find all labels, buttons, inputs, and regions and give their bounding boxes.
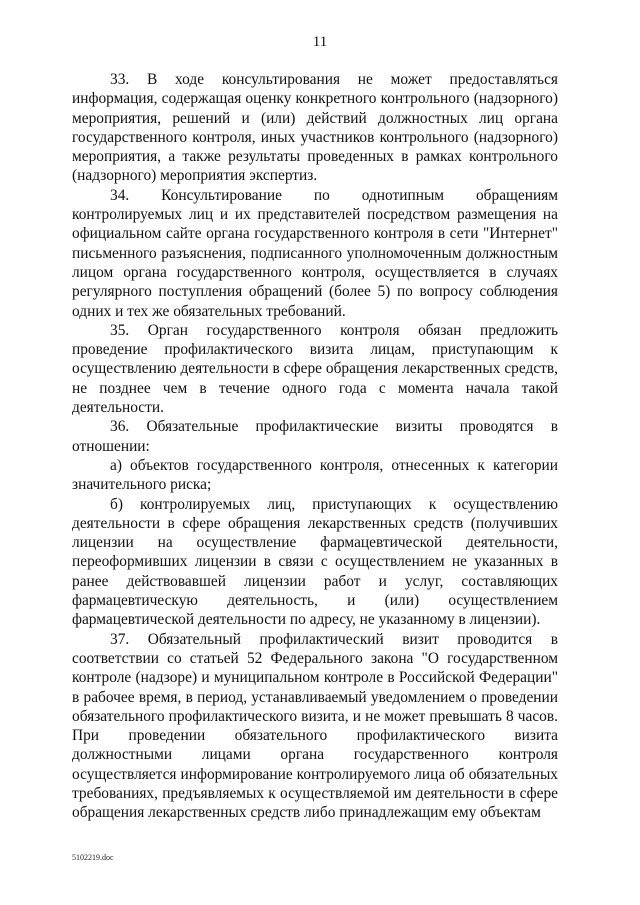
paragraph-33: 33. В ходе консультирования не может предоставляться информация, содержащая оценку конкретного контрольного (надзорного) мероприятия, решений и (или) действий должностных лиц органа государственного контроля, иных участников контрольного (надзорного) мероприятия, а также результаты проведенных в рамках контрольного (надзорного) мероприятия экспертиз. xyxy=(72,71,558,185)
paragraph-36-a: а) объектов государственного контроля, отнесенных к категории значительного риска; xyxy=(72,456,558,494)
page-number: 11 xyxy=(312,34,328,50)
document-body xyxy=(72,70,558,823)
paragraph-36-b: б) контролируемых лиц, приступающих к осуществлению деятельности в сфере обращения лекарственных средств (получивших лицензии на осуществление фармацевтической деятельности, переоформивших лицензии в связи с осуществлением не указанных в ранее действовавшей лицензии работ и услуг, составляющих фармацевтическую деятельность, и (или) осуществлением фармацевтической деятельности по адресу, не указанному в лицензии). xyxy=(72,495,558,629)
paragraph-37: 37. Обязательный профилактический визит проводится в соответствии со статьей 52 Федерального закона "О государственном контроле (надзоре) и муниципальном контроле в Российской Федерации" в рабочее время, в период, устанавливаемый уведомлением о проведении обязательного профилактического визита, и не может превышать 8 часов. При проведении обязательного профилактического визита должностными лицами органа государственного контроля осуществляется информирование контролируемого лица об обязательных требованиях, предъявляемых к осуществляемой им деятельности в сфере обращения лекарственных средств либо принадлежащим ему объектам xyxy=(72,630,558,822)
document-file-code: 5102219.doc xyxy=(72,853,114,862)
paragraph-34: 34. Консультирование по однотипным обращениям контролируемых лиц и их представителей посредством размещения на официальном сайте органа государственного контроля в сети "Интернет" письменного разъяснения, подписанного уполномоченным должностным лицом органа государственного контроля, осуществляется в случаях регулярного поступления обращений (более 5) по вопросу соблюдения одних и тех же обязательных требований. xyxy=(72,186,558,320)
paragraph-35: 35. Орган государственного контроля обязан предложить проведение профилактического визита лицам, приступающим к осуществлению деятельности в сфере обращения лекарственных средств, не позднее чем в течение одного года с момента начала такой деятельности. xyxy=(72,321,558,417)
paragraph-36: 36. Обязательные профилактические визиты проводятся в отношении: xyxy=(72,418,558,455)
